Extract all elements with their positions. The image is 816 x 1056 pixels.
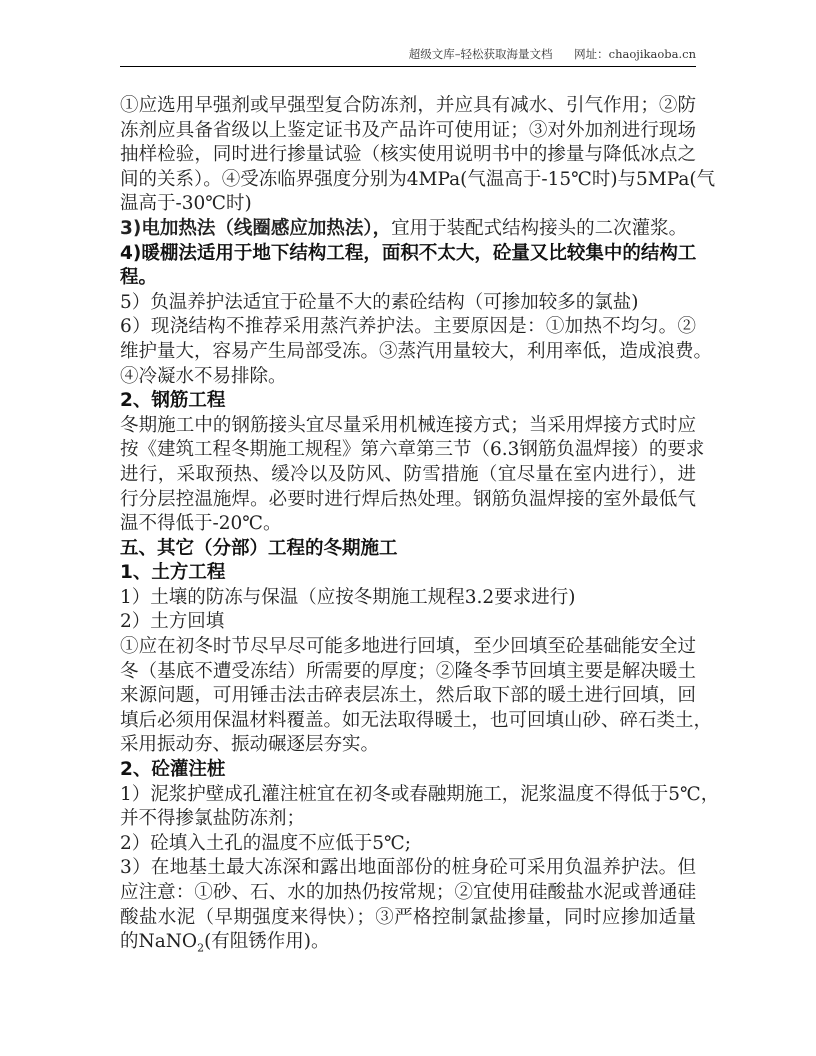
text-line: 2、砼灌注桩 [120,759,226,781]
paragraph [120,94,716,217]
text-line: ①应在初冬时节尽早尽可能多地进行回填，至少回填至砼基础能安全过 [120,636,696,658]
text-line: 并不得掺氯盐防冻剂； [120,808,306,830]
section-heading [120,389,696,414]
text-line: 酸盐水泥（早期强度来得快）；③严格控制氯盐掺量，同时应掺加适量 [120,906,696,928]
text-line: 冬期施工中的钢筋接头宜尽量采用机械连接方式；当采用焊接方式时应 [120,414,696,436]
header-site-name: 超级文库–轻松获取海量文档 [408,47,553,61]
text-line: 维护量大，容易产生局部受冻。③蒸汽用量较大，利用率低，造成浪费。 [120,340,713,362]
text-line: 3）在地基土最大冻深和露出地面部份的桩身砼可采用负温养护法。但 [120,857,696,879]
text-line: 抽样检验，同时进行掺量试验（核实使用说明书中的掺量与降低冰点之 [120,144,696,166]
page-header [120,46,696,66]
text-line [120,217,696,242]
text-line: 按《建筑工程冬期施工规程》第六章第三节（6.3钢筋负温焊接）的要求 [120,439,705,461]
paragraph [120,291,696,316]
text-line: ④冷凝水不易排除。 [120,365,287,387]
text-line: 的NaNO$_2$(有阻锈作用)。 [120,931,330,955]
paragraph [120,635,713,758]
section-heading [120,561,696,586]
paragraph [120,414,705,537]
text-line: 温高于-30℃时) [120,193,252,215]
section-heading [120,537,696,562]
text-line: 程。 [120,267,158,289]
text-line: 2）砼填入土孔的温度不应低于5℃; [120,832,411,854]
paragraph [120,783,720,832]
text-line: 来源问题，可用锤击法击碎表层冻土，然后取下部的暖土进行回填，回 [120,685,696,707]
paragraph [120,586,696,611]
text-line: 1、土方工程 [120,562,226,584]
text-line: 五、其它（分部）工程的冬期施工 [120,537,398,559]
text-rest: 宜用于装配式结构接头的二次灌浆。 [391,217,688,239]
text-line: ①应选用早强剂或早强型复合防冻剂，并应具有减水、引气作用；②防 [120,95,696,116]
section-heading [120,758,696,783]
text-line: 填后必须用保温材料覆盖。如无法取得暖土，也可回填山砂、碎石类土， [120,709,713,731]
text-line: 冬（基底不遭受冻结）所需要的厚度；②隆冬季节回填主要是解决暖土 [120,660,696,682]
section-heading [120,242,696,291]
text-line: 2、钢筋工程 [120,390,226,412]
text-line: 4)暖棚法适用于地下结构工程，面积不太大，砼量又比较集中的结构工 [120,242,697,264]
text-line: 采用振动夯、振动碾逐层夯实。 [120,734,380,756]
text-line: 5）负温养护法适宜于砼量不大的素砼结构（可掺加较多的氯盐) [120,291,639,313]
text-line: 进行，采取预热、缓冷以及防风、防雪措施（宜尽量在室内进行），进 [120,463,696,485]
text-line: 1）土壤的防冻与保温（应按冬期施工规程3.2要求进行) [120,586,576,608]
text-line: 间的关系）。④受冻临界强度分别为4MPa(气温高于-15℃时)与5MPa(气 [120,168,716,190]
text-line: 1）泥浆护壁成孔灌注桩宜在初冬或春融期施工，泥浆温度不得低于5℃， [120,783,720,805]
text-line: 应注意：①砂、石、水的加热仍按常规；②宜使用硅酸盐水泥或普通硅 [120,882,696,903]
header-divider [120,66,696,67]
paragraph [120,217,696,242]
text-line: 冻剂应具备省级以上鉴定证书及产品许可使用证；③对外加剂进行现场 [120,119,696,141]
paragraph [120,856,696,954]
text-line: 2）土方回填 [120,611,225,633]
text-line: 温不得低于-20℃。 [120,513,282,535]
paragraph [120,610,696,635]
bold-lead: 3)电加热法（线圈感应加热法）， [120,217,392,239]
header-url: 网址：chaojikaoba.cn [574,47,696,61]
document-body [120,94,720,955]
paragraph [120,315,713,389]
text-line: 6）现浇结构不推荐采用蒸汽养护法。主要原因是：①加热不均匀。② [120,316,696,338]
paragraph [120,832,696,857]
text-line: 行分层控温施焊。必要时进行焊后热处理。钢筋负温焊接的室外最低气 [120,488,696,510]
